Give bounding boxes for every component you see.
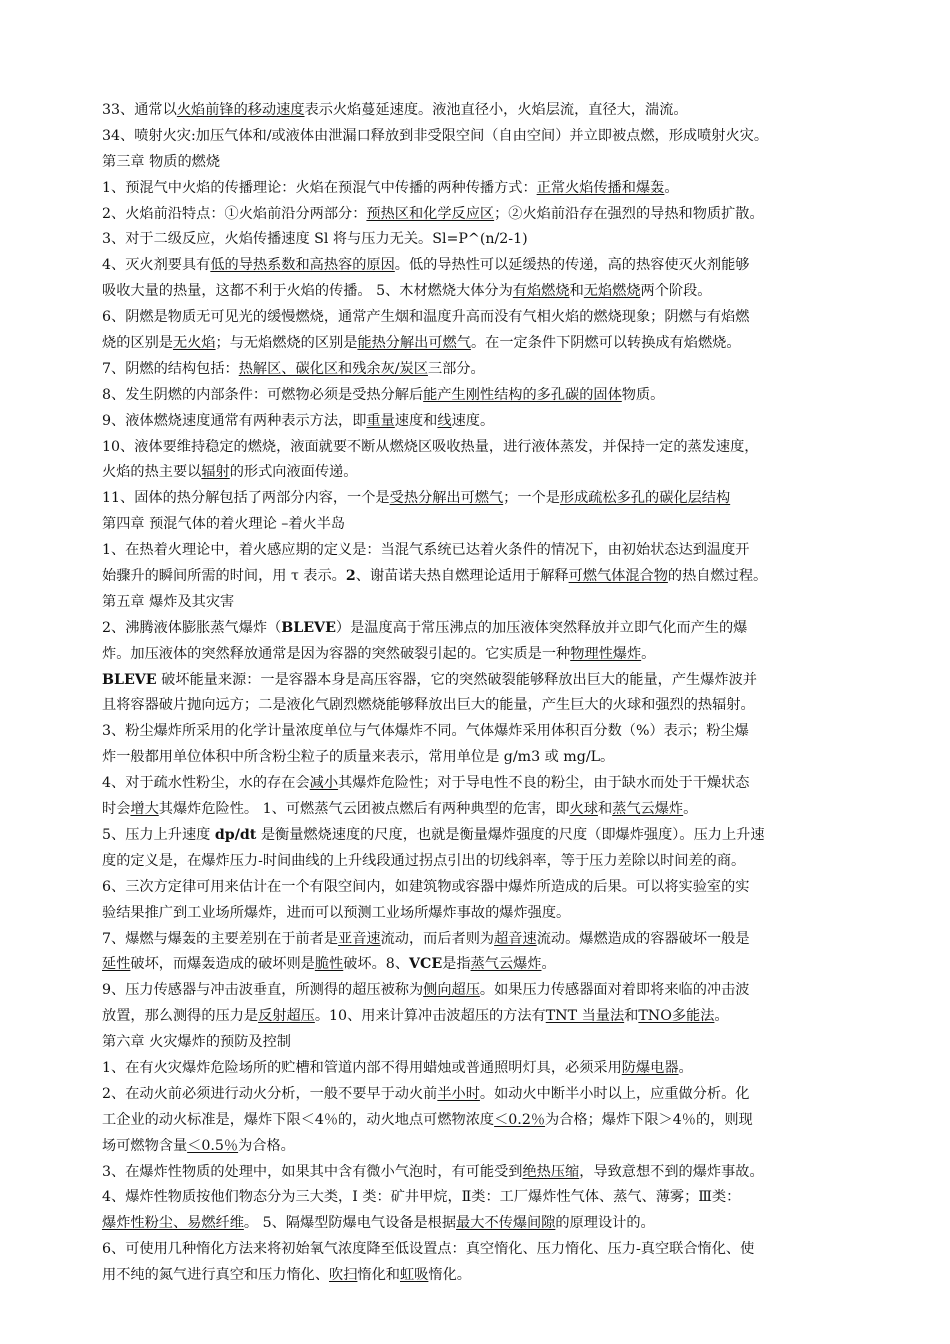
text-line xyxy=(102,435,862,461)
text-segment: 惰化。 xyxy=(428,1267,471,1284)
text-segment: 和 xyxy=(569,283,584,300)
text-line xyxy=(102,927,862,953)
text-line xyxy=(102,383,862,409)
text-segment: 流动。爆燃造成的容器破坏一般是 xyxy=(536,930,750,947)
text-segment: 两个阶段。 xyxy=(640,283,712,300)
text-line xyxy=(102,98,862,124)
text-segment: 惰化和 xyxy=(357,1267,400,1284)
text-segment: 破坏。8、 xyxy=(343,956,410,973)
text-segment: 。 xyxy=(714,1008,729,1025)
text-segment: 11、固体的热分解包括了两部分内容，一个是 xyxy=(102,490,390,507)
underlined-term: 亚音速 xyxy=(338,930,381,947)
text-segment: ；一个是 xyxy=(503,490,560,507)
text-line xyxy=(102,227,862,253)
text-line xyxy=(102,1004,862,1030)
underlined-term: 可燃气体混合物 xyxy=(568,568,668,585)
text-line xyxy=(102,1160,862,1186)
text-line xyxy=(102,305,862,331)
text-segment: 1、在热着火理论中，着火感应期的定义是：当混气系统已达着火条件的情况下，由初始状态达到温度开 xyxy=(102,542,750,559)
text-line xyxy=(102,901,862,927)
text-segment: 场可燃物含量 xyxy=(102,1137,188,1154)
underlined-term: 辐射 xyxy=(201,464,230,481)
text-segment: 。 xyxy=(641,645,656,662)
text-segment: 的形式向液面传递。 xyxy=(229,464,358,481)
text-segment: 3、在爆炸性物质的处理中，如果其中含有微小气泡时，有可能受到 xyxy=(102,1163,523,1180)
text-segment: 7、爆燃与爆轰的主要差别在于前者是 xyxy=(102,930,339,947)
text-segment: 33、通常以 xyxy=(102,102,177,118)
text-line xyxy=(102,745,862,771)
text-line xyxy=(102,538,862,564)
text-segment: 。如果压力传感器面对着即将来临的冲击波 xyxy=(479,982,750,999)
underlined-term: 防爆电器 xyxy=(621,1059,679,1076)
text-segment: 1、预混气中火焰的传播理论：火焰在预混气中传播的两种传播方式： xyxy=(102,179,537,196)
text-segment: 速度和 xyxy=(394,412,438,429)
text-segment: 用不纯的氮气进行真空和压力惰化、 xyxy=(102,1267,330,1284)
text-line xyxy=(102,357,862,383)
text-segment: 和 xyxy=(597,801,613,818)
text-segment: 炸。加压液体的突然释放通常是因为容器的突然破裂引起的。它实质是一种 xyxy=(102,645,571,662)
text-segment: 。如动火中断半小时以上，应重做分析。化 xyxy=(479,1085,750,1102)
text-line xyxy=(102,202,862,228)
text-segment: 流动，而后者则为 xyxy=(380,930,495,947)
text-line xyxy=(102,719,862,745)
text-segment: 6、可使用几种惰化方法来将初始氧气浓度降至低设置点：真空惰化、压力惰化、压力-真空联合惰化、使 xyxy=(102,1241,755,1258)
text-segment: 第五章 爆炸及其灾害 xyxy=(102,593,235,610)
text-segment: 工企业的动火标准是，爆炸下限＜4％的，动火地点可燃物浓度 xyxy=(102,1111,495,1128)
text-line xyxy=(102,460,862,486)
text-segment: 烧的区别是 xyxy=(102,335,173,352)
text-segment: 是衡量燃烧速度的尺度，也就是衡量爆炸强度的尺度（即爆炸强度）。压力上升速 xyxy=(256,826,765,843)
text-segment: 是指 xyxy=(442,956,471,973)
underlined-term: 受热分解出可燃气 xyxy=(389,490,504,507)
underlined-term: 能产生刚性结构的多孔碳的固体 xyxy=(423,386,622,403)
text-segment: 其爆炸危险性。 1、可燃蒸气云团被点燃后有两种典型的危害，即 xyxy=(158,801,570,818)
text-segment: 4、对于疏水性粉尘，水的存在会 xyxy=(102,775,310,792)
text-line xyxy=(102,486,862,512)
underlined-term: 减小 xyxy=(309,775,339,792)
text-line xyxy=(102,642,862,668)
underlined-term: 预热区和化学反应区 xyxy=(366,205,495,222)
text-line xyxy=(102,1030,862,1056)
underlined-term: 蒸气云爆炸 xyxy=(612,801,684,818)
text-segment: 炸一般都用单位体积中所含粉尘粒子的质量来表示，常用单位是 g/m3 或 mg/L。 xyxy=(102,749,615,766)
document-page xyxy=(102,98,862,1289)
underlined-term: 有焰燃烧 xyxy=(512,283,570,300)
text-segment: 6、阴燃是物质无可见光的缓慢燃烧，通常产生烟和温度升高而没有气相火焰的燃烧现象；阴燃与有焰燃 xyxy=(102,309,750,326)
underlined-term: 反射超压 xyxy=(258,1008,315,1025)
text-segment: 的原理设计的。 xyxy=(555,1215,655,1232)
text-line xyxy=(102,1211,862,1237)
text-line xyxy=(102,1108,862,1134)
text-line xyxy=(102,693,862,719)
text-line xyxy=(102,849,862,875)
text-segment: 7、阴燃的结构包括： xyxy=(102,360,239,377)
text-segment: 9、压力传感器与冲击波垂直，所测得的超压被称为 xyxy=(102,982,424,999)
text-line xyxy=(102,1237,862,1263)
text-segment: 5、压力上升速度 xyxy=(102,826,215,843)
underlined-term: 侧向超压 xyxy=(423,982,480,999)
text-segment: 、谢苗诺夫热自燃理论适用于解释 xyxy=(355,568,569,585)
underlined-term: 无火焰 xyxy=(172,335,216,352)
bold-term: 2 xyxy=(345,568,356,585)
underlined-term: 爆炸性粉尘、易燃纤维 xyxy=(102,1215,244,1232)
underlined-term: 虹吸 xyxy=(399,1267,429,1284)
underlined-term: 增大 xyxy=(130,801,159,818)
text-segment: 4、灭火剂要具有 xyxy=(102,257,211,274)
text-segment: 时会 xyxy=(102,801,131,818)
text-segment: 8、发生阴燃的内部条件：可燃物必须是受热分解后 xyxy=(102,386,424,403)
text-line xyxy=(102,590,862,616)
underlined-term: 重量 xyxy=(366,412,395,429)
text-segment: 。低的导热性可以延缓热的传递，高的热容使灭火剂能够 xyxy=(394,257,750,274)
text-line xyxy=(102,176,862,202)
text-segment: 和 xyxy=(624,1008,639,1025)
text-line xyxy=(102,124,862,150)
text-segment: ；②火焰前沿存在强烈的导热和物质扩散。 xyxy=(494,205,764,222)
text-segment: 2、在动火前必须进行动火分析，一般不要早于动火前 xyxy=(102,1085,438,1102)
bold-term: BLEVE xyxy=(281,619,336,636)
underlined-term: 最大不传爆间隙 xyxy=(456,1215,556,1232)
text-line xyxy=(102,150,862,176)
text-line xyxy=(102,279,862,305)
text-segment: 表示火焰蔓延速度。液池直径小，火焰层流，直径大，湍流。 xyxy=(304,102,688,118)
text-segment: 破坏，而爆轰造成的破坏则是 xyxy=(130,956,315,973)
text-line xyxy=(102,668,862,694)
text-segment: 。在一定条件下阴燃可以转换成有焰燃烧。 xyxy=(470,335,741,352)
text-line xyxy=(102,253,862,279)
text-segment: 且将容器破片抛向远方；二是液化气剧烈燃烧能够释放出巨大的能量，产生巨大的火球和强烈的热辐射。 xyxy=(102,697,755,714)
text-line xyxy=(102,823,862,849)
text-segment: 3、对于二级反应，火焰传播速度 Sl 将与压力无关。Sl=P^(n/2-1) xyxy=(102,231,528,248)
text-segment: 破坏能量来源：一是容器本身是高压容器，它的突然破裂能够释放出巨大的能量，产生爆炸波并 xyxy=(156,671,757,688)
text-segment: 。 xyxy=(664,179,679,196)
underlined-term: 能热分解出可燃气 xyxy=(357,335,471,352)
underlined-term: 无焰燃烧 xyxy=(583,283,641,300)
underlined-term: TNO多能法 xyxy=(638,1008,715,1025)
text-segment: 始骤升的瞬间所需的时间，用 τ 表示。 xyxy=(102,568,346,585)
text-segment: 其爆炸危险性；对于导电性不良的粉尘，由于缺水而处于干燥状态 xyxy=(338,775,750,792)
text-segment: 火焰的热主要以 xyxy=(102,464,202,481)
text-segment: 34、喷射火灾:加压气体和/或液体由泄漏口释放到非受限空间（自由空间）并立即被点燃，形成喷射火灾。 xyxy=(102,127,769,144)
underlined-term: 物理性爆炸 xyxy=(570,645,642,662)
text-segment: 。 xyxy=(683,801,698,818)
text-segment: 4、爆炸性物质按他们物态分为三大类，Ⅰ 类：矿井甲烷，Ⅱ类：工厂爆炸性气体、蒸气、薄雾；Ⅲ类： xyxy=(102,1189,741,1206)
text-segment: 三部分。 xyxy=(427,360,485,377)
underlined-term: 热解区、碳化区和残余灰/炭区 xyxy=(238,360,428,377)
text-line xyxy=(102,1082,862,1108)
text-segment: 为合格；爆炸下限＞4％的，则现 xyxy=(545,1111,753,1128)
bold-term: dp/dt xyxy=(214,826,257,843)
text-segment: 。 xyxy=(678,1059,693,1076)
text-segment: 第四章 预混气体的着火理论 –着火半岛 xyxy=(102,516,346,533)
underlined-term: 低的导热系数和高热容的原因 xyxy=(210,257,395,274)
text-line xyxy=(102,1263,862,1289)
text-segment: 放置，那么测得的压力是 xyxy=(102,1008,259,1025)
underlined-term: ＜0.2％ xyxy=(494,1111,546,1128)
bold-term: BLEVE xyxy=(102,671,157,688)
underlined-term: 绝热压缩 xyxy=(522,1163,580,1180)
text-line xyxy=(102,1134,862,1160)
underlined-term: 吹扫 xyxy=(329,1267,358,1284)
text-segment: 物质。 xyxy=(621,386,665,403)
bold-term: VCE xyxy=(409,956,443,973)
text-line xyxy=(102,564,862,590)
text-line xyxy=(102,952,862,978)
underlined-term: 形成疏松多孔的碳化层结构 xyxy=(559,490,731,507)
text-segment: 。 5、隔爆型防爆电气设备是根据 xyxy=(243,1215,457,1232)
underlined-term: ＜0.5％ xyxy=(187,1137,239,1154)
text-segment: 6、三次方定律可用来估计在一个有限空间内，如建筑物或容器中爆炸所造成的后果。可以将实验室的实 xyxy=(102,878,750,895)
text-segment: 。10、用来计算冲击波超压的方法有 xyxy=(314,1008,546,1025)
underlined-term: 蒸气云爆炸 xyxy=(470,956,542,973)
text-segment: 2、火焰前沿特点：①火焰前沿分两部分： xyxy=(102,205,367,222)
text-line xyxy=(102,797,862,823)
text-segment: 9、液体燃烧速度通常有两种表示方法，即 xyxy=(102,412,367,429)
underlined-term: 超音速 xyxy=(494,930,537,947)
underlined-term: 火焰前锋的移动速度 xyxy=(176,102,305,118)
text-segment: 速度。 xyxy=(451,412,495,429)
text-line xyxy=(102,771,862,797)
underlined-term: 火球 xyxy=(569,801,598,818)
text-segment: 第三章 物质的燃烧 xyxy=(102,153,221,170)
text-segment: 2、沸腾液体膨胀蒸气爆炸（ xyxy=(102,619,282,636)
text-segment: 3、粉尘爆炸所采用的化学计量浓度单位与气体爆炸不同。气体爆炸采用体积百分数（%）表示；粉尘爆 xyxy=(102,723,749,740)
text-segment: ；与无焰燃烧的区别是 xyxy=(215,335,358,352)
text-segment: ）是温度高于常压沸点的加压液体突然释放并立即气化而产生的爆 xyxy=(335,619,748,636)
text-segment: 吸收大量的热量，这都不利于火焰的传播。 5、木材燃烧大体分为 xyxy=(102,283,513,300)
text-segment: 为合格。 xyxy=(238,1137,295,1154)
text-segment: 验结果推广到工业场所爆炸，进而可以预测工业场所爆炸事故的爆炸强度。 xyxy=(102,904,571,921)
text-line xyxy=(102,331,862,357)
underlined-term: 脆性 xyxy=(314,956,344,973)
text-line xyxy=(102,875,862,901)
text-line xyxy=(102,409,862,435)
underlined-term: TNT 当量法 xyxy=(545,1008,625,1025)
text-segment: 。 xyxy=(541,956,556,973)
text-line xyxy=(102,616,862,642)
underlined-term: 延性 xyxy=(102,956,131,973)
text-line xyxy=(102,1185,862,1211)
text-line xyxy=(102,512,862,538)
text-segment: 度的定义是，在爆炸压力-时间曲线的上升线段通过拐点引出的切线斜率，等于压力差除以时间差的商。 xyxy=(102,852,746,869)
text-segment: 的热自燃过程。 xyxy=(667,568,768,585)
text-segment: 10、液体要维持稳定的燃烧，液面就要不断从燃烧区吸收热量，进行液体蒸发，并保持一定的蒸发速度， xyxy=(102,438,759,455)
text-segment: 1、在有火灾爆炸危险场所的贮槽和管道内部不得用蜡烛或普通照明灯具，必须采用 xyxy=(102,1059,622,1076)
text-line xyxy=(102,1056,862,1082)
text-segment: ，导致意想不到的爆炸事故。 xyxy=(579,1163,764,1180)
text-segment: 第六章 火灾爆炸的预防及控制 xyxy=(102,1034,291,1051)
underlined-term: 线 xyxy=(437,412,452,429)
underlined-term: 正常火焰传播和爆轰 xyxy=(536,179,665,196)
underlined-term: 半小时 xyxy=(437,1085,480,1102)
text-line xyxy=(102,978,862,1004)
